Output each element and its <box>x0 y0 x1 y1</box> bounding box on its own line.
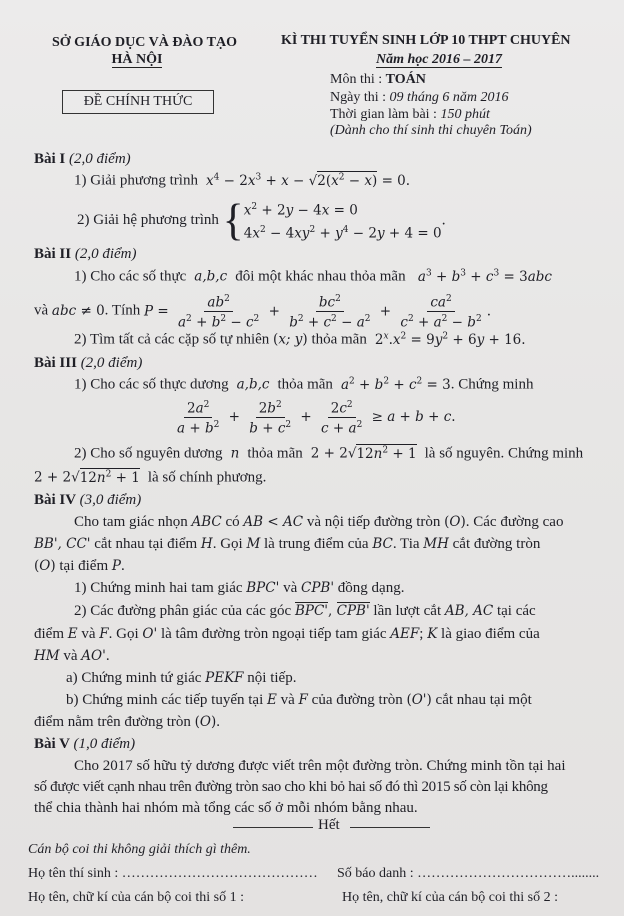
bai4-qb-line2: điểm nằm trên đường tròn (O). <box>34 714 221 730</box>
bai4-points: (3,0 điểm) <box>79 492 142 508</box>
candidate-name-label: Họ tên thí sinh : <box>28 866 122 881</box>
bai4-q2-line3: HM và AO'. <box>34 648 110 664</box>
bai2-q1-line1 <box>74 268 552 286</box>
bai2-q1-c: và <box>34 302 49 319</box>
bai3-q2-line2: $2 + 2√12n^2 + 1$ là số chính phương. <box>34 469 267 486</box>
bai3-inequality: $\frac{2a^2}{a + b^2}$ + $\frac{2b^2}{b + c^2}$ + $\frac{2c^2}{c + a^2}$ ≥ a + b + c. <box>177 400 456 436</box>
bai1-q2-text: 2) Giải hệ phương trình <box>77 212 219 228</box>
bai4-qa2: nội tiếp. <box>247 670 297 686</box>
bai4-q2f: . Gọi <box>108 626 139 642</box>
bai4-q2e: và <box>81 626 96 642</box>
bai4-q2b: lần lượt cắt <box>373 603 442 619</box>
bai4-qa: a) Chứng minh tứ giác PEKF nội tiếp. <box>66 670 297 686</box>
bai4-p1d: . Các đường cao <box>465 514 564 530</box>
bai4-p3: tại điểm <box>59 558 109 574</box>
bai4-title: Bài IV <box>34 492 80 508</box>
bai4-line3: (O) tại điểm P. <box>34 558 125 574</box>
bai4-p2d: . Tia <box>392 536 420 552</box>
city-name-text: HÀ NỘI <box>111 52 163 67</box>
bai4-q2g: là tâm đường tròn ngoại tiếp tam giác <box>160 626 387 642</box>
bai4-q2-line2: điểm E và F. Gọi O' là tâm đường tròn ngoại tiếp tam giác AEF; K là giao điểm của <box>34 626 540 642</box>
bai4-q2-line1: 2) Các đường phân giác của các góc BPC', CPB' lần lượt cắt AB, AC tại các <box>74 603 536 619</box>
bai1-q1 <box>74 172 410 190</box>
bai2-q1-line2: và abc ≠ 0. Tính P = $\frac{ab^2}{a^2 + b^2 - c^2}$ + $\frac{bc^2}{b^2 + c^2 - a^2}$ + $\frac{ca^2}{c^2 + a^2 - b^2}$ . <box>34 294 491 330</box>
sbd-dots: ……………………………........ <box>417 866 600 881</box>
bai4-qb-text: b) Chứng minh các tiếp tuyến tại <box>66 692 264 708</box>
bai2-heading <box>34 246 137 263</box>
bai3-q1: 1) Cho các số thực dương a,b,c thỏa mãn $a^2 + b^2 + c^2 = 3$. Chứng minh <box>74 376 534 393</box>
bai3-points: (2,0 điểm) <box>80 355 143 371</box>
end-text: Hết <box>318 817 340 833</box>
bai4-q1-text: 1) Chứng minh hai tam giác <box>74 580 243 596</box>
bai4-q1c: đồng dạng. <box>337 580 405 596</box>
bai4-q2j: và <box>63 648 78 664</box>
bai3-q2-c: là số nguyên. Chứng minh <box>424 445 584 462</box>
bai4-qa-text: a) Chứng minh tứ giác <box>66 670 202 686</box>
bai4-heading <box>34 492 141 509</box>
bai1-q1-text: 1) Giải phương trình <box>74 172 198 189</box>
subject-line <box>330 72 426 88</box>
bai2-q1-d: . Tính <box>104 302 141 319</box>
city-name <box>52 52 222 68</box>
cubic-condition: $a^3 + b^3 + c^3 = 3abc$ <box>417 268 552 285</box>
bai4-p2c: là trung điểm của <box>264 536 369 552</box>
date-value: 09 tháng 6 năm 2016 <box>389 90 509 105</box>
bai3-q2-d: là số chính phương. <box>147 469 267 486</box>
candidate-note: (Dành cho thí sinh thi chuyên Toán) <box>330 123 532 138</box>
bai5-title: Bài V <box>34 736 74 752</box>
system-eq2: $4x^2 - 4xy^2 + y^4 - 2y + 4 = 0$ <box>243 224 442 241</box>
bai3-q1-a: 1) Cho các số thực dương <box>74 376 229 393</box>
system-eq1: $x^2 + 2y - 4x = 0$ <box>243 202 358 219</box>
bai1-q2: 2) Giải hệ phương trình { $x^2 + 2y - 4x = 0$ $4x^2 - 4xy^2 + y^4 - 2y + 4 = 0$ . <box>77 195 446 245</box>
bai4-p1b: có <box>225 514 240 530</box>
subject-label: Môn thi : <box>330 72 386 87</box>
footer-note: Cán bộ coi thi không giải thích gì thêm. <box>28 842 251 857</box>
bai3-q1-c: . Chứng minh <box>450 376 534 393</box>
end-rule-left <box>233 827 313 828</box>
date-label: Ngày thi : <box>330 90 390 105</box>
bai3-q1-b: thỏa mãn <box>277 376 333 393</box>
bai5-heading <box>34 736 135 753</box>
bai4-line1: Cho tam giác nhọn ABC có AB < AC và nội tiếp đường tròn (O). Các đường cao <box>74 514 564 530</box>
bai1-q2-system <box>244 198 442 243</box>
bai3-q2-a: 2) Cho số nguyên dương <box>74 445 223 462</box>
bai4-p2b: . Gọi <box>212 536 243 552</box>
bai4-qb5: điểm nằm trên đường tròn <box>34 714 191 730</box>
bai2-q2: 2) Tìm tất cả các cặp số tự nhiên (x; y) thỏa mãn $2^x.x^2 = 9y^2 + 6y + 16$. <box>74 331 526 348</box>
bai2-q1-b: đôi một khác nhau thỏa mãn <box>235 268 406 285</box>
school-year-text: Năm học 2016 – 2017 <box>376 52 502 67</box>
bai4-p1c: và nội tiếp đường tròn <box>306 514 441 530</box>
official-label: ĐỀ CHÍNH THỨC <box>83 94 193 109</box>
bai2-q2-a: 2) Tìm tất cả các cặp số tự nhiên <box>74 331 270 348</box>
department-name: SỞ GIÁO DỤC VÀ ĐÀO TẠO <box>52 35 238 50</box>
proctor1-signature: Họ tên, chữ kí của cán bộ coi thi số 1 : <box>28 890 244 905</box>
bai3-title: Bài III <box>34 355 81 371</box>
sbd-label: Số báo danh : <box>337 866 418 881</box>
bai5-line3: thể chia thành hai nhóm mà tổng các số ở mỗi nhóm bằng nhau. <box>34 800 418 816</box>
bai4-q1: 1) Chứng minh hai tam giác BPC' và CPB' đồng dạng. <box>74 580 405 596</box>
bai4-qb-line1: b) Chứng minh các tiếp tuyến tại E và F của đường tròn (O') cắt nhau tại một <box>66 692 532 708</box>
date-line <box>330 90 509 106</box>
bai2-q1-a: 1) Cho các số thực <box>74 268 187 285</box>
exam-title: KÌ THI TUYỂN SINH LỚP 10 THPT CHUYÊN <box>281 33 571 48</box>
bai4-q2d: điểm <box>34 626 64 642</box>
candidate-name-dots: …………………………………… <box>121 866 318 881</box>
bai1-q1-equation: $x^4 - 2x^3 + x - √2(x^2 - x) = 0$. <box>206 172 411 189</box>
bai3-heading <box>34 355 142 372</box>
expression-P: P = $\frac{ab^2}{a^2 + b^2 - c^2}$ + $\frac{bc^2}{b^2 + c^2 - a^2}$ + $\frac{ca^2}{c^2 + a^2 - b^2}$ . <box>143 294 491 330</box>
bai4-p2a: cắt nhau tại điểm <box>94 536 198 552</box>
time-value: 150 phút <box>440 107 490 122</box>
bai4-line2: BB', CC' cắt nhau tại điểm H. Gọi M là trung điểm của BC. Tia MH cắt đường tròn <box>34 536 541 552</box>
bai4-q2i: là giao điểm của <box>441 626 540 642</box>
bai1-heading <box>34 151 131 168</box>
bai2-points: (2,0 điểm) <box>74 246 137 262</box>
bai2-title: Bài II <box>34 246 75 262</box>
abc-vars: a,b,c <box>190 268 232 285</box>
bai5-points: (1,0 điểm) <box>73 736 136 752</box>
bai4-qb2: và <box>280 692 295 708</box>
bai4-q2h: ; <box>419 626 424 642</box>
bai2-q2-b: thỏa mãn <box>311 331 367 348</box>
bai3-q2-b: thỏa mãn <box>247 445 303 462</box>
bai1-title: Bài I <box>34 151 70 167</box>
bai4-qb3: của đường tròn <box>311 692 403 708</box>
end-rule-right <box>350 827 430 828</box>
time-line <box>330 107 490 123</box>
bai5-line1: Cho 2017 số hữu tỷ dương được viết trên một đường tròn. Chứng minh tồn tại hai <box>74 758 566 774</box>
bai1-points: (2,0 điểm) <box>69 151 131 167</box>
bai4-p1: Cho tam giác nhọn <box>74 514 188 530</box>
subject-value: TOÁN <box>385 72 426 87</box>
bai4-q2c: tại các <box>496 603 536 619</box>
proctor2-signature: Họ tên, chữ kí của cán bộ coi thi số 2 : <box>342 890 558 905</box>
system-brace: { <box>222 195 244 245</box>
bai3-q2-line1: 2) Cho số nguyên dương n thỏa mãn $2 + 2√12n^2 + 1$ là số nguyên. Chứng minh <box>74 445 584 462</box>
sbd-line <box>337 866 599 882</box>
bai5-line2: số được viết cạnh nhau trên đường tròn sao cho khi bỏ hai số đó thì 2015 số còn lại không <box>34 779 548 795</box>
candidate-name-line <box>28 866 318 882</box>
bai4-q2a: 2) Các đường phân giác của các góc <box>74 603 292 619</box>
bai4-q1b: và <box>283 580 298 596</box>
bai4-p2e: cắt đường tròn <box>452 536 541 552</box>
time-label: Thời gian làm bài : <box>330 107 441 122</box>
school-year <box>376 52 502 68</box>
bai4-qb4: cắt nhau tại một <box>435 692 532 708</box>
